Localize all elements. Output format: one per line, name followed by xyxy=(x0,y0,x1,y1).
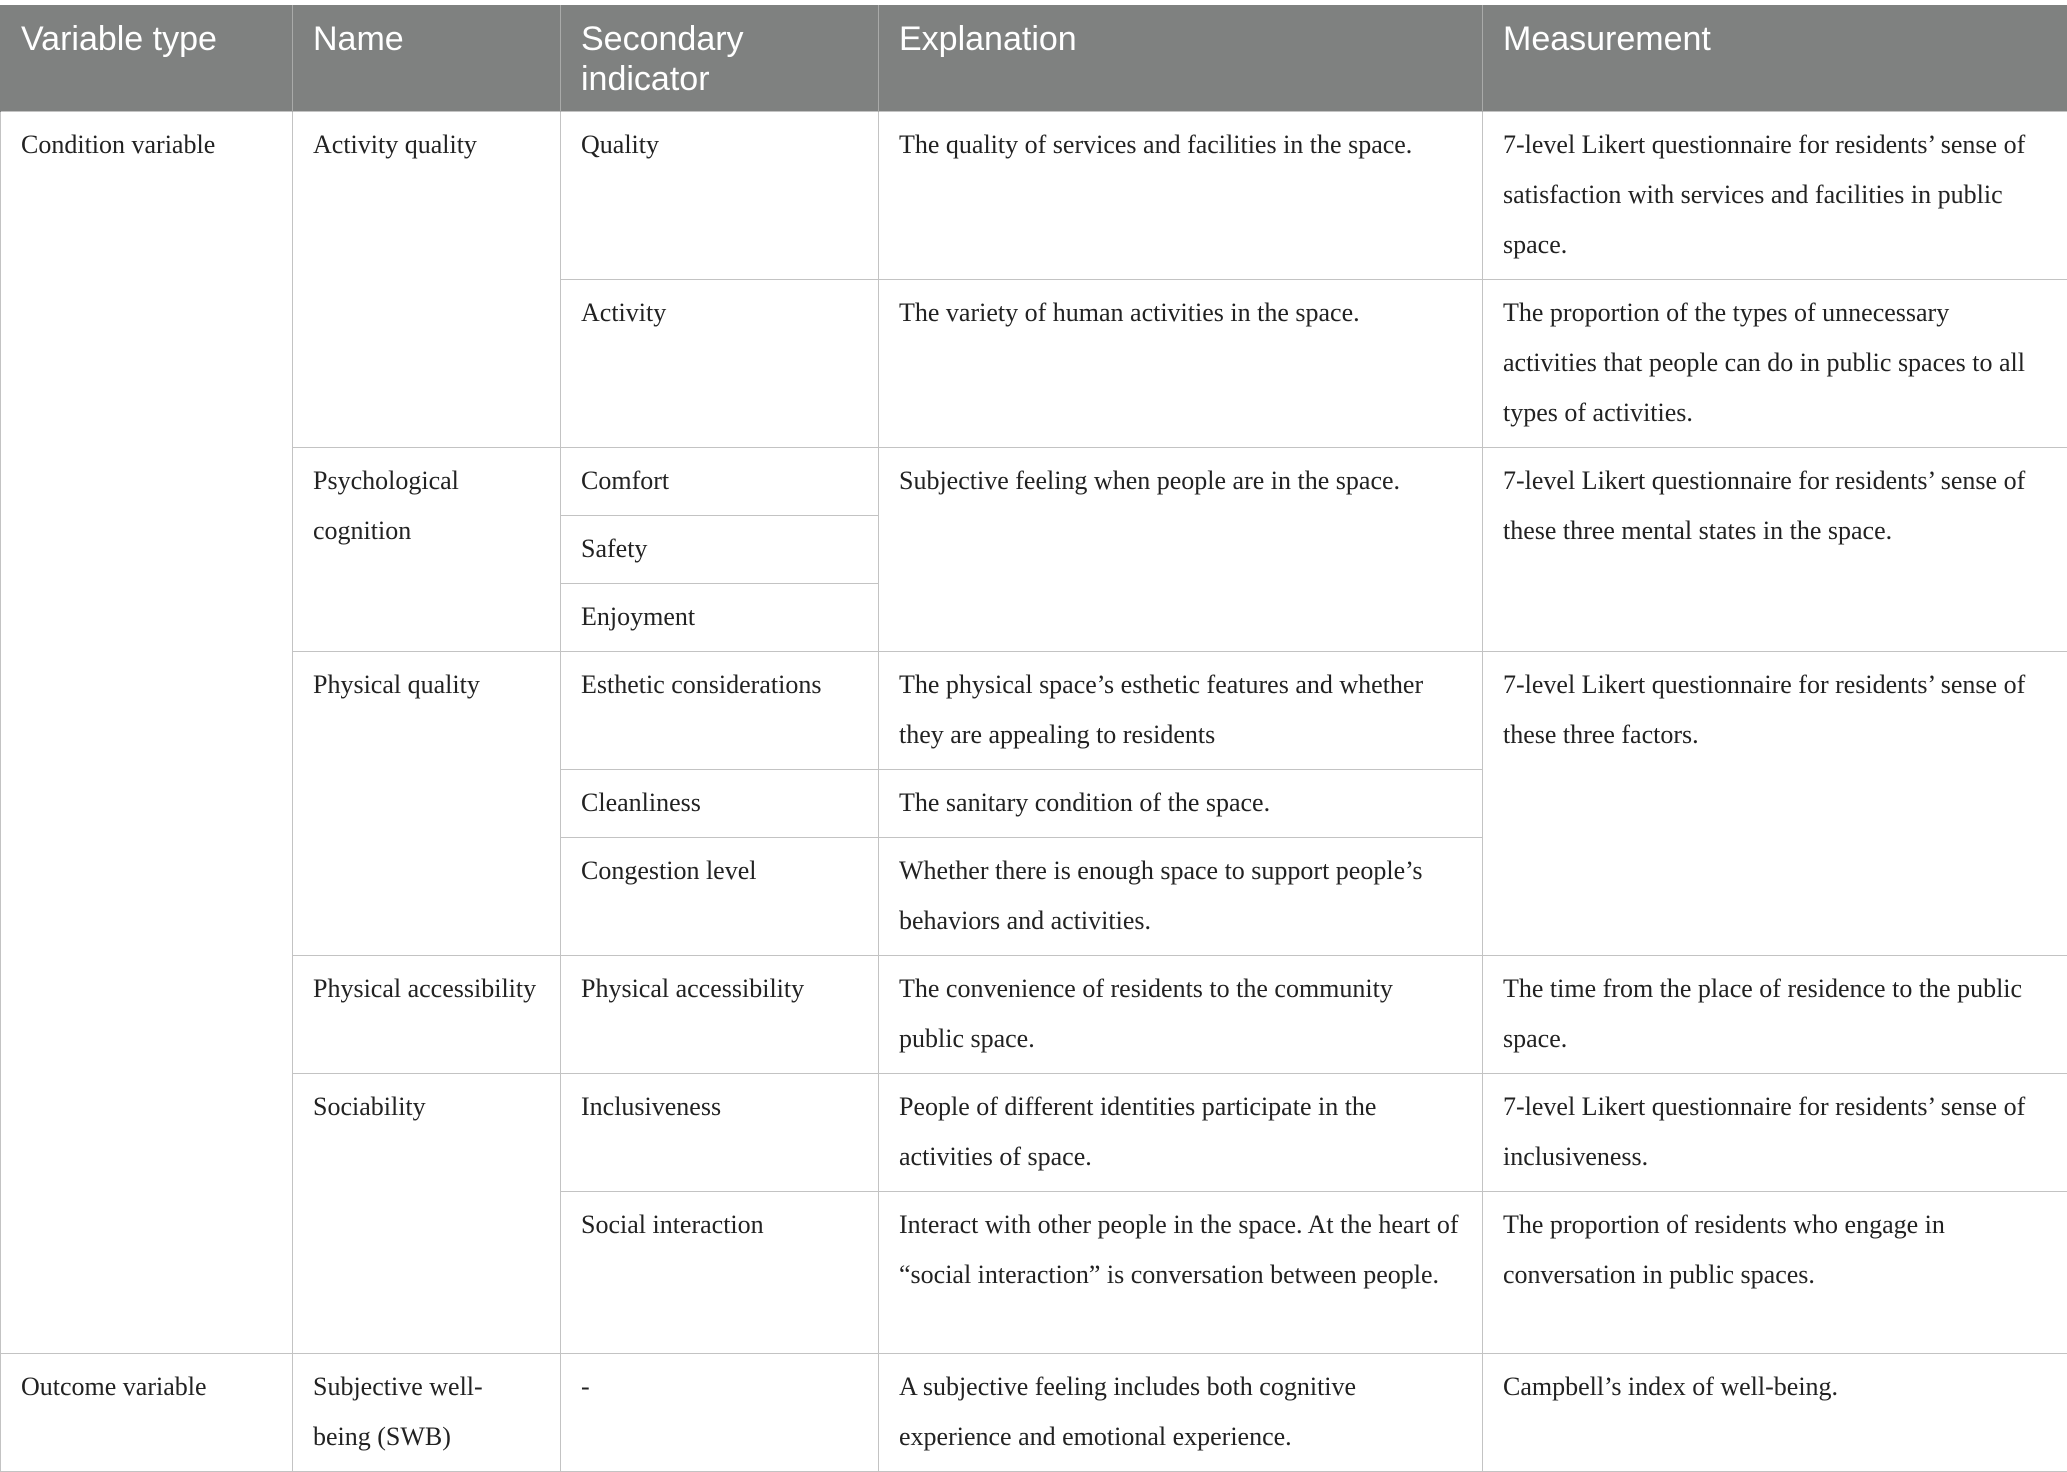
swb-name: Subjective well-being (SWB) xyxy=(293,1354,561,1472)
esthetic-explanation: The physical space’s esthetic features and whether they are appealing to residents xyxy=(879,652,1483,770)
social-interaction-measurement: The proportion of residents who engage in conversation in public spaces. xyxy=(1483,1192,2067,1354)
physical-quality-measurement: 7-level Likert questionnaire for residents’ sense of these three factors. xyxy=(1483,652,2067,956)
table-row xyxy=(1,956,2067,1074)
quality-explanation: The quality of services and facilities in the space. xyxy=(879,112,1483,280)
cleanliness-indicator: Cleanliness xyxy=(561,770,879,838)
variables-table xyxy=(0,5,2067,1472)
inclusiveness-explanation: People of different identities participate in the activities of space. xyxy=(879,1074,1483,1192)
header-name: Name xyxy=(293,5,561,112)
header-explanation: Explanation xyxy=(879,5,1483,112)
header-row xyxy=(1,5,2067,112)
swb-explanation: A subjective feeling includes both cognitive experience and emotional experience. xyxy=(879,1354,1483,1472)
activity-measurement: The proportion of the types of unnecessary activities that people can do in public spaces to all types of activities. xyxy=(1483,280,2067,448)
esthetic-indicator: Esthetic considerations xyxy=(561,652,879,770)
physical-accessibility-name: Physical accessibility xyxy=(293,956,561,1074)
enjoyment-indicator: Enjoyment xyxy=(561,584,879,652)
quality-measurement: 7-level Likert questionnaire for residents’ sense of satisfaction with services and facilities in public space. xyxy=(1483,112,2067,280)
congestion-indicator: Congestion level xyxy=(561,838,879,956)
social-interaction-indicator: Social interaction xyxy=(561,1192,879,1354)
activity-quality-name: Activity quality xyxy=(293,112,561,448)
activity-explanation: The variety of human activities in the space. xyxy=(879,280,1483,448)
psychological-cognition-name: Psychological cognition xyxy=(293,448,561,652)
cleanliness-explanation: The sanitary condition of the space. xyxy=(879,770,1483,838)
quality-indicator: Quality xyxy=(561,112,879,280)
comfort-indicator: Comfort xyxy=(561,448,879,516)
safety-indicator: Safety xyxy=(561,516,879,584)
condition-variable-cell: Condition variable xyxy=(1,112,293,1354)
inclusiveness-measurement: 7-level Likert questionnaire for residents’ sense of inclusiveness. xyxy=(1483,1074,2067,1192)
table-row xyxy=(1,652,2067,770)
header-measurement: Measurement xyxy=(1483,5,2067,112)
physical-quality-name: Physical quality xyxy=(293,652,561,956)
inclusiveness-indicator: Inclusiveness xyxy=(561,1074,879,1192)
outcome-variable-cell: Outcome variable xyxy=(1,1354,293,1472)
header-variable-type: Variable type xyxy=(1,5,293,112)
activity-indicator: Activity xyxy=(561,280,879,448)
swb-measurement: Campbell’s index of well-being. xyxy=(1483,1354,2067,1472)
sociability-name: Sociability xyxy=(293,1074,561,1354)
physical-accessibility-measurement: The time from the place of residence to the public space. xyxy=(1483,956,2067,1074)
physical-accessibility-indicator: Physical accessibility xyxy=(561,956,879,1074)
congestion-explanation: Whether there is enough space to support people’s behaviors and activities. xyxy=(879,838,1483,956)
swb-indicator: - xyxy=(561,1354,879,1472)
table-row xyxy=(1,448,2067,516)
table-row xyxy=(1,1354,2067,1472)
psychological-cognition-measurement: 7-level Likert questionnaire for residents’ sense of these three mental states in the space. xyxy=(1483,448,2067,652)
social-interaction-explanation: Interact with other people in the space. At the heart of “social interaction” is conversation between people. xyxy=(879,1192,1483,1354)
psychological-cognition-explanation: Subjective feeling when people are in the space. xyxy=(879,448,1483,652)
header-secondary-indicator: Secondary indicator xyxy=(561,5,879,112)
table-row xyxy=(1,112,2067,280)
physical-accessibility-explanation: The convenience of residents to the community public space. xyxy=(879,956,1483,1074)
table-row xyxy=(1,1074,2067,1192)
